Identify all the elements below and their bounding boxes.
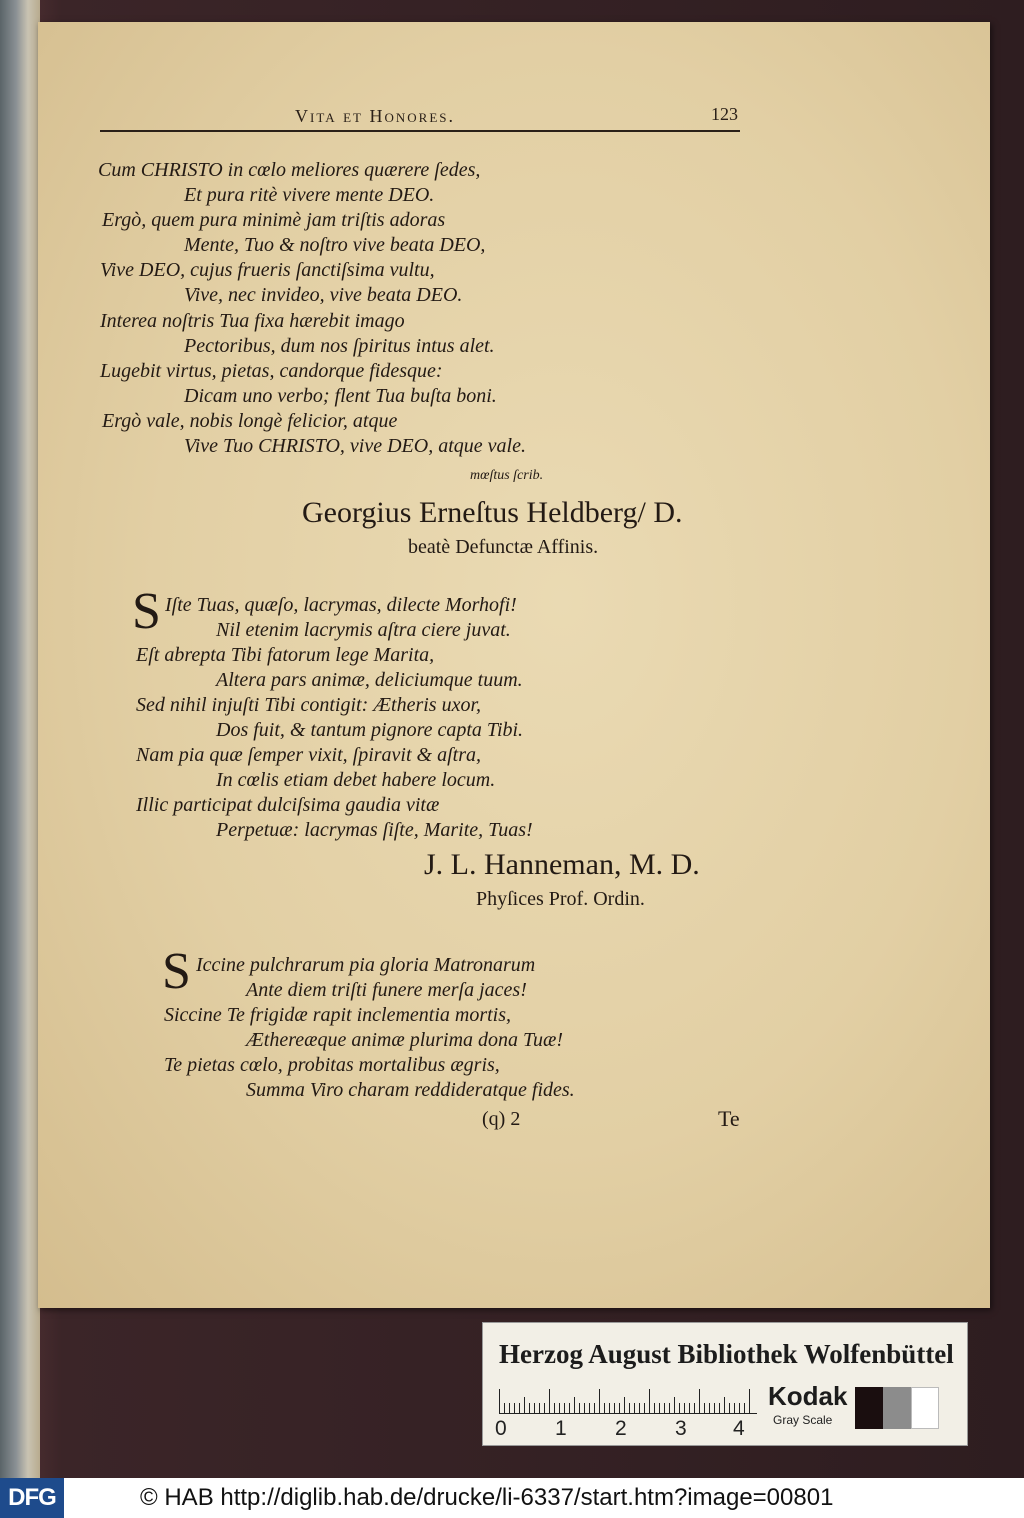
ruler-tick xyxy=(654,1403,655,1413)
ruler-tick xyxy=(674,1397,675,1413)
ruler-tick xyxy=(644,1403,645,1413)
ruler-tick xyxy=(639,1403,640,1413)
ruler-tick xyxy=(634,1403,635,1413)
ruler-tick xyxy=(709,1403,710,1413)
poem-line: Iccine pulchrarum pia gloria Matronarum xyxy=(196,954,536,976)
signature-name: J. L. Hanneman, M. D. xyxy=(424,848,700,881)
ruler-tick xyxy=(614,1403,615,1413)
ruler-tick xyxy=(499,1389,500,1413)
ruler-tick xyxy=(649,1389,650,1413)
poem-line: Nil etenim lacrymis aſtra ciere juvat. xyxy=(216,619,511,641)
ruler-tick xyxy=(579,1403,580,1413)
ruler-tick xyxy=(699,1389,700,1413)
ruler-number: 2 xyxy=(615,1417,627,1440)
gray-scale-label: Gray Scale xyxy=(773,1413,833,1427)
copyright-link[interactable]: © HAB http://diglib.hab.de/drucke/li-6337/start.htm?image=00801 xyxy=(140,1484,834,1511)
poem-line: Nam pia quæ ſemper vixit, ſpiravit & aſtra, xyxy=(136,744,481,766)
ruler-tick xyxy=(539,1403,540,1413)
page-number: 123 xyxy=(711,104,738,124)
ruler-tick xyxy=(744,1403,745,1413)
ruler-tick xyxy=(569,1403,570,1413)
ruler-number: 1 xyxy=(555,1417,567,1440)
running-head xyxy=(100,106,740,134)
ruler-tick xyxy=(534,1403,535,1413)
poem-line: Ergò, quem pura minimè jam triſtis adoras xyxy=(102,209,446,231)
ruler-tick xyxy=(694,1403,695,1413)
ruler-tick xyxy=(684,1403,685,1413)
signature-mark: (q) 2 xyxy=(482,1108,521,1130)
poem-line: Dos fuit, & tantum pignore capta Tibi. xyxy=(216,719,524,741)
ruler-tick xyxy=(664,1403,665,1413)
signature-note: mœſtus ſcrib. xyxy=(470,468,544,483)
running-head-rule xyxy=(100,130,740,132)
ruler-tick xyxy=(629,1403,630,1413)
poem-line: Interea noſtris Tua fixa hærebit imago xyxy=(100,310,405,332)
poem-line: In cœlis etiam debet habere locum. xyxy=(216,769,496,791)
ruler-tick xyxy=(669,1403,670,1413)
ruler-tick xyxy=(724,1397,725,1413)
ruler-tick xyxy=(594,1403,595,1413)
ruler-tick xyxy=(604,1403,605,1413)
poem-line: Sed nihil injuſti Tibi contigit: Ætheris uxor, xyxy=(136,694,482,716)
running-head-title: Vita et Honores. xyxy=(295,106,456,126)
ruler-tick xyxy=(679,1403,680,1413)
ruler-tick xyxy=(749,1389,750,1413)
ruler-tick xyxy=(509,1403,510,1413)
drop-cap: S xyxy=(132,583,161,640)
ruler-tick xyxy=(739,1403,740,1413)
ruler-tick xyxy=(714,1403,715,1413)
ruler-tick xyxy=(529,1403,530,1413)
signature-subtitle: Phyſices Prof. Ordin. xyxy=(476,888,645,910)
ruler-tick xyxy=(519,1403,520,1413)
ruler-tick xyxy=(524,1397,525,1413)
poem-line: Ergò vale, nobis longè felicior, atque xyxy=(102,410,398,432)
ruler-tick xyxy=(559,1403,560,1413)
color-reference-card xyxy=(482,1322,968,1446)
poem-line: Mente, Tuo & noſtro vive beata DEO, xyxy=(184,234,486,256)
poem-line: Ante diem triſti funere merſa jaces! xyxy=(246,979,527,1001)
gray-swatch-mid xyxy=(883,1387,911,1429)
poem-line: Vive, nec invideo, vive beata DEO. xyxy=(184,284,463,306)
library-name: Herzog August Bibliothek Wolfenbüttel xyxy=(499,1339,954,1369)
kodak-logo: Kodak xyxy=(768,1381,848,1411)
ruler-tick xyxy=(689,1403,690,1413)
ruler-tick xyxy=(504,1403,505,1413)
ruler-tick xyxy=(619,1403,620,1413)
ruler-tick xyxy=(584,1403,585,1413)
ruler-tick xyxy=(609,1403,610,1413)
poem-line: Perpetuæ: lacrymas ſiſte, Marite, Tuas! xyxy=(216,819,533,841)
poem-line: Summa Viro charam reddideratque fides. xyxy=(246,1079,575,1101)
poem-line: Pectoribus, dum nos ſpiritus intus alet. xyxy=(184,335,495,357)
ruler-tick xyxy=(549,1389,550,1413)
book-spine xyxy=(0,0,40,1478)
ruler-tick xyxy=(554,1403,555,1413)
ruler-tick xyxy=(599,1389,600,1413)
poem-line: Illic participat dulciſsima gaudia vitæ xyxy=(136,794,440,816)
dfg-logo[interactable]: DFG xyxy=(0,1478,64,1518)
poem-line: Te pietas cœlo, probitas mortalibus ægris, xyxy=(164,1054,500,1076)
ruler-number: 0 xyxy=(495,1417,507,1440)
poem-line: Dicam uno verbo; flent Tua buſta boni. xyxy=(184,385,497,407)
signature-subtitle: beatè Defunctæ Affinis. xyxy=(408,536,599,558)
ruler-tick xyxy=(564,1403,565,1413)
ruler-tick xyxy=(734,1403,735,1413)
poem-line: Et pura ritè vivere mente DEO. xyxy=(184,184,435,206)
poem-line: Eſt abrepta Tibi fatorum lege Marita, xyxy=(136,644,435,666)
ruler-tick xyxy=(624,1397,625,1413)
poem-line: Æthereæque animæ plurima dona Tuæ! xyxy=(246,1029,564,1051)
ruler-number: 3 xyxy=(675,1417,687,1440)
ruler-tick xyxy=(574,1397,575,1413)
poem-line: Iſte Tuas, quæſo, lacrymas, dilecte Morhofi! xyxy=(165,594,517,616)
catchword: Te xyxy=(718,1106,740,1131)
signature-name: Georgius Erneſtus Heldberg/ D. xyxy=(302,496,683,529)
ruler-tick xyxy=(544,1403,545,1413)
gray-swatch-dark xyxy=(855,1387,883,1429)
poem-line: Vive Tuo CHRISTO, vive DEO, atque vale. xyxy=(184,435,526,457)
measurement-ruler xyxy=(499,1385,757,1414)
ruler-tick xyxy=(589,1403,590,1413)
ruler-tick xyxy=(729,1403,730,1413)
poem-line: Vive DEO, cujus frueris ſanctiſsima vultu, xyxy=(100,259,435,281)
ruler-tick xyxy=(659,1403,660,1413)
poem-line: Siccine Te frigidæ rapit inclementia mortis, xyxy=(164,1004,512,1026)
drop-cap: S xyxy=(162,943,191,1000)
footer-bar xyxy=(0,1478,1024,1518)
ruler-number: 4 xyxy=(733,1417,745,1440)
gray-swatch-light xyxy=(911,1387,939,1429)
ruler-tick xyxy=(514,1403,515,1413)
ruler-tick xyxy=(719,1403,720,1413)
poem-line: Cum CHRISTO in cœlo meliores quærere ſedes, xyxy=(98,159,481,181)
poem-line: Lugebit virtus, pietas, candorque fidesque: xyxy=(100,360,443,382)
poem-line: Altera pars animæ, deliciumque tuum. xyxy=(216,669,523,691)
ruler-tick xyxy=(704,1403,705,1413)
